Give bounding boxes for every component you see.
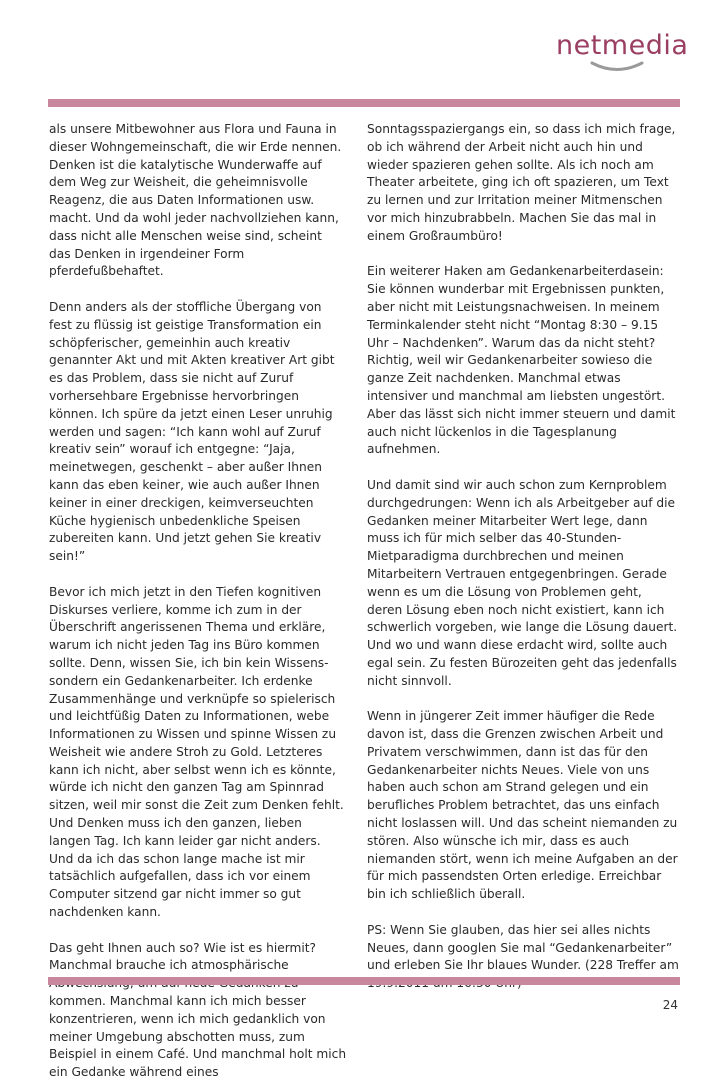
paragraph: PS: Wenn Sie glauben, das hier sei alles nichts Neues, dann googlen Sie mal “Gedankenarbeiter” und erleben Sie Ihr blaues Wunder. (228 Treffer am xyxy=(367,922,679,973)
paragraph: Sonntagsspaziergangs ein, so dass ich mich frage, ob ich während der Arbeit nicht auch hin und wieder spazieren gehen sollte. Als ich noch am Theater arbeitete, ging ich oft spazieren, um Text zu lernen und zur Irritation meiner Mitmenschen vor mich hinzubrabbeln. Machen Sie das mal in einem Großraumbüro! xyxy=(367,122,676,243)
paragraph: Und damit sind wir auch schon zum Kernproblem durchgedrungen: Wenn ich als Arbeitgeber auf die Gedanken meiner Mitarbeiter Wert lege, dann muss ich für mich selber das 40-Stunden-Mietparadigma durchbrechen und meinen Mitarbeitern Vertrauen entgegenbringen. Gerade wenn es um die Lösung von Problemen geht, deren Lösung eben noch nicht existiert, kann ich schwerlich vorgeben, wie lange die Lösung dauert. Und wo und wann diese erdacht wird, sollte auch egal sein. Zu festen Bürozeiten geht das jedenfalls nicht sinnvoll. xyxy=(367,477,678,688)
header-band xyxy=(48,99,680,107)
paragraph: als unsere Mitbewohner aus Flora und Fauna in dieser Wohngemeinschaft, die wir Erde nennen. Denken ist die katalytische Wunderwaffe auf dem Weg zur Weisheit, die geheimnisvolle Reagenz, die aus Daten Informationen usw. macht. Und da wohl jeder nachvollziehen kann, dass nicht alle Menschen weise sind, scheint das Denken in irgendeiner Form pferdefußbehaftet. xyxy=(49,122,342,279)
footer-band xyxy=(48,977,680,985)
paragraph: Bevor ich mich jetzt in den Tiefen kognitiven Diskurses verliere, komme ich zum in der Überschrift angerissenen Thema und erkläre, warum ich nicht jeden Tag ins Büro kommen sollte. Denn, wissen Sie, ich bin kein Wissens- sondern ein Gedankenarbeiter. Ich erdenke Zusammenhänge und verknüpfe so spielerisch und leichtfüßig Daten zu Informationen, webe Informationen zu Wissen und spinne Wissen zu Weisheit wie andere Stroh zu Gold. Letzteres kann ich nicht, aber selbst wenn ich es könnte, würde ich nicht den ganzen Tag am Spinnrad sitzen, weil mir sonst die Zeit zum Denken fehlt. Und Denken muss ich den ganzen, lieben langen Tag. Ich kann leider gar nicht anders. Und da ich das schon lange mache ist mir tatsächlich aufgefallen, dass ich vor einem Computer sitzend gar nicht immer so gut nachdenken kann. xyxy=(49,584,344,920)
left-column xyxy=(49,121,347,1082)
logo-text: netmedia xyxy=(556,30,689,61)
page-number: 24 xyxy=(662,998,678,1012)
right-column xyxy=(367,121,680,993)
paragraph: Wenn in jüngerer Zeit immer häufiger die Rede davon ist, dass die Grenzen zwischen Arbeit und Privatem verschwimmen, dann ist das für den Gedankenarbeiter nichts Neues. Viele von uns haben auch schon am Strand gelegen und ein berufliches Problem betrachtet, das uns einfach nicht loslassen will. Und das scheint niemanden zu stören. Also wünsche ich mir, dass es auch niemanden stört, wenn ich meine Aufgaben an der für mich passendsten Orten erledige. Erreichbar bin ich schließlich überall. xyxy=(367,709,678,902)
logo-swoosh-icon xyxy=(590,60,644,74)
paragraph: Das geht Ihnen auch so? Wie ist es hiermit? Manchmal brauche ich atmosphärische kommen. Manchmal kann ich mich besser konzentrieren, wenn ich mich gedanklich von meiner Umgebung abschotten muss, zum Beispiel in einem Café. Und manchmal holt mich ein Gedanke während eines xyxy=(49,940,347,1080)
paragraph: Ein weiterer Haken am Gedankenarbeiterdasein: Sie können wunderbar mit Ergebnissen punkten, aber nicht mit Leistungsnachweisen. In meinem Terminkalender steht nicht “Montag 8:30 – 9.15 Uhr – Nachdenken”. Warum das da nicht steht? Richtig, weil wir Gedankenarbeiter sowieso die ganze Zeit nachdenken. Manchmal etwas intensiver und manchmal am liebsten ungestört. Aber das lässt sich nicht immer steuern und damit auch nicht lückenlos in die Tagesplanung aufnehmen. xyxy=(367,264,676,457)
paragraph: Denn anders als der stoffliche Übergang von fest zu flüssig ist geistige Transformation ein schöpferischer, gemeinhin auch kreativ genannter Akt und mit Akten kreativer Art gibt es das Problem, dass sie nicht auf Zuruf vorhersehbare Ergebnisse hervorbringen können. Ich spüre da jetzt einen Leser unruhig werden und sagen: “Ich kann wohl auf Zuruf kreativ sein” worauf ich entgegne: “Jaja, meinetwegen, geschenkt – aber außer Ihnen kann das eben keiner, wie auch außer Ihnen keiner in einer dreckigen, keimverseuchten Küche hygienisch unbedenkliche Speisen zubereiten kann. Und jetzt gehen Sie kreativ sein!” xyxy=(49,299,335,564)
netmedia-logo xyxy=(556,30,689,76)
